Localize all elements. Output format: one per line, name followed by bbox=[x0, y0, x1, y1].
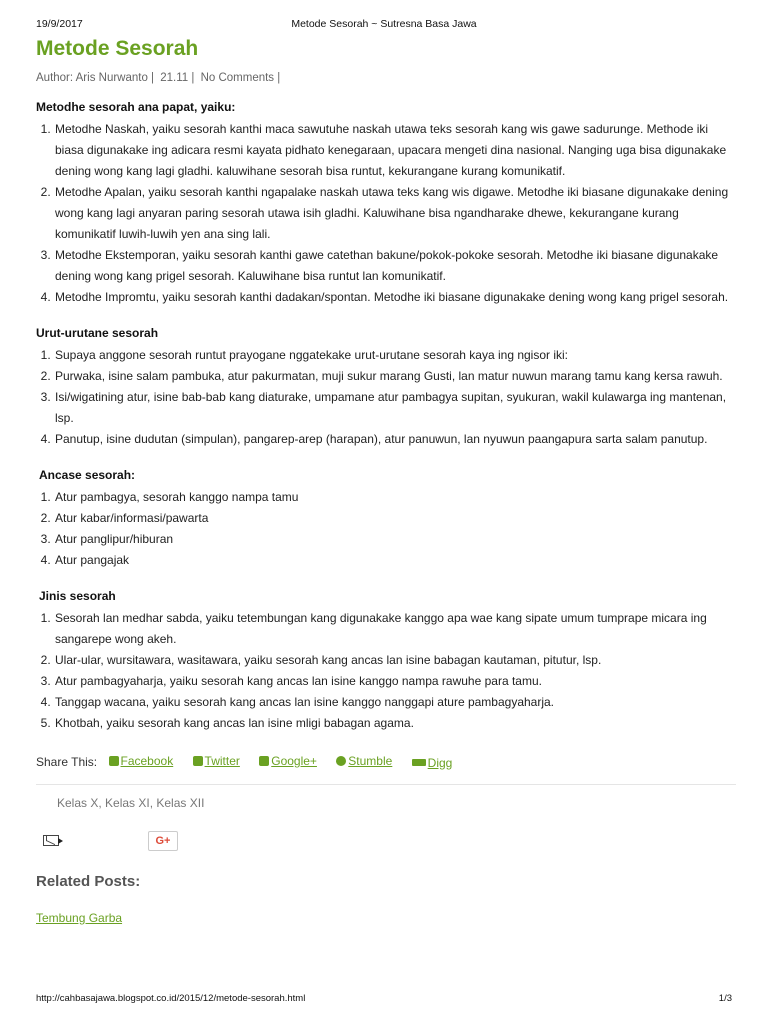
post-comments-link[interactable]: No Comments | bbox=[200, 72, 281, 84]
post-title: Metode Sesorah bbox=[36, 37, 199, 60]
section-list bbox=[36, 608, 736, 734]
share-link-label: Facebook bbox=[120, 754, 174, 768]
section-list bbox=[36, 487, 736, 571]
list-item: 4. Tanggap wacana, yaiku sesorah kang ancas lan isine kanggo nanggapi ature pambagyaharja. bbox=[54, 692, 736, 713]
list-item: 2. Purwaka, isine salam pambuka, atur pakurmatan, muji sukur marang Gusti, lan matur nuwun marang tamu kang kersa rawuh. bbox=[54, 366, 736, 387]
list-item: 1. Supaya anggone sesorah runtut prayogane nggatekake urut-urutane sesorah kaya ing ngisor iki: bbox=[54, 345, 736, 366]
print-date: 19/9/2017 bbox=[36, 18, 83, 30]
share-link-label: Stumble bbox=[348, 754, 393, 768]
list-item: 4. Metodhe Impromtu, yaiku sesorah kanthi dadakan/spontan. Metodhe iki biasane digunakake dening wong kang prigel sesorah. bbox=[54, 287, 736, 308]
related-posts-heading: Related Posts: bbox=[36, 873, 141, 890]
list-item: 1. Sesorah lan medhar sabda, yaiku tetembungan kang digunakake kanggo apa wae kang sipate umum tumprape micara ing sangarepe wong akeh. bbox=[54, 608, 736, 650]
list-item: 4. Panutup, isine dudutan (simpulan), pangarep-arep (harapan), atur panuwun, lan nyuwun paangapura sarta salam panutup. bbox=[54, 429, 736, 450]
list-item: 3. Atur pambagyaharja, yaiku sesorah kang ancas lan isine kanggo nampa rawuhe para tamu. bbox=[54, 671, 736, 692]
twitter-icon bbox=[193, 756, 203, 766]
section-heading: Urut-urutane sesorah bbox=[36, 326, 159, 340]
list-item: 3. Isi/wigatining atur, isine bab-bab kang diaturake, umpamane atur pambagya supitan, syukuran, wakil kulawarga ing mantenan, lsp. bbox=[54, 387, 736, 429]
share-link-label: Google+ bbox=[271, 754, 317, 768]
share-facebook-link[interactable] bbox=[109, 750, 174, 772]
list-item: 2. Atur kabar/informasi/pawarta bbox=[54, 508, 736, 529]
list-item: 2. Ular-ular, wursitawara, wasitawara, yaiku sesorah kang ancas lan isine babagan kautaman, pitutur, lsp. bbox=[54, 650, 736, 671]
section-list bbox=[36, 119, 736, 308]
post-meta bbox=[36, 72, 736, 84]
post-time: 21.11 | bbox=[160, 72, 195, 84]
section-list bbox=[36, 345, 736, 450]
list-item: 5. Khotbah, yaiku sesorah kang ancas lan isine mligi babagan agama. bbox=[54, 713, 736, 734]
google-plus-button[interactable]: G+ bbox=[148, 831, 178, 851]
share-label: Share This: bbox=[36, 755, 98, 769]
share-link-label: Twitter bbox=[204, 754, 240, 768]
list-item: 1. Metodhe Naskah, yaiku sesorah kanthi maca sawutuhe naskah utawa teks sesorah kang wis gawe sadurunge. Methode iki biasa digunakake ing adicara resmi kayata pidhato kenegaraan, upacara mengeti dina nasional. Nanging uga bisa digunakake dening wong kang lagi gladhi. kaluwihane sesorah bisa runtut, kekurangane kurang komunikatif. bbox=[54, 119, 736, 182]
post-actions bbox=[36, 829, 736, 859]
facebook-icon bbox=[109, 756, 119, 766]
list-item: 2. Metodhe Apalan, yaiku sesorah kanthi ngapalake naskah utawa teks kang wis digawe. Metodhe iki biasane digunakake dening wong kang lagi anyaran paring sesorah utawa isih gladhi. Kaluwihane bisa ngandharake dhewe, kekurangane kurang komunikatif luwih-luwih yen ana sing lali. bbox=[54, 182, 736, 245]
share-link-label: Digg bbox=[427, 755, 453, 770]
share-twitter-link[interactable] bbox=[193, 750, 240, 772]
list-item: 3. Metodhe Ekstemporan, yaiku sesorah kanthi gawe catethan bakune/pokok-pokoke sesorah. Metodhe iki biasane digunakake dening wong kang prigel sesorah. Kaluwihane bisa runtut lan komunikatif. bbox=[54, 245, 736, 287]
print-page-title: Metode Sesorah ~ Sutresna Basa Jawa bbox=[291, 18, 477, 30]
divider bbox=[36, 784, 736, 785]
share-google-plus-link[interactable] bbox=[259, 750, 317, 772]
print-page-number: 1/3 bbox=[718, 993, 732, 1004]
print-header bbox=[36, 18, 732, 32]
section-heading: Metodhe sesorah ana papat, yaiku: bbox=[36, 100, 236, 114]
related-post-link[interactable]: Tembung Garba bbox=[36, 911, 123, 925]
digg-icon bbox=[412, 759, 426, 766]
email-post-icon[interactable] bbox=[43, 835, 59, 846]
share-bar bbox=[36, 750, 736, 772]
post-author: Author: Aris Nurwanto | bbox=[36, 72, 155, 84]
share-stumble-link[interactable] bbox=[336, 750, 392, 772]
google-plus-icon bbox=[259, 756, 269, 766]
post-labels[interactable]: Kelas X, Kelas XI, Kelas XII bbox=[57, 796, 205, 810]
list-item: 1. Atur pambagya, sesorah kanggo nampa tamu bbox=[54, 487, 736, 508]
print-url: http://cahbasajawa.blogspot.co.id/2015/12/metode-sesorah.html bbox=[36, 993, 306, 1004]
section-ancase bbox=[36, 466, 736, 571]
share-digg-link[interactable] bbox=[412, 752, 453, 774]
stumble-icon bbox=[336, 756, 346, 766]
section-urutan bbox=[36, 324, 736, 450]
list-item: 3. Atur panglipur/hiburan bbox=[54, 529, 736, 550]
list-item: 4. Atur pangajak bbox=[54, 550, 736, 571]
section-jinis bbox=[36, 587, 736, 734]
section-heading: Ancase sesorah: bbox=[39, 468, 136, 482]
section-metodhe bbox=[36, 98, 736, 308]
post-page bbox=[36, 34, 736, 927]
section-heading: Jinis sesorah bbox=[39, 589, 116, 603]
print-footer bbox=[36, 993, 732, 1007]
